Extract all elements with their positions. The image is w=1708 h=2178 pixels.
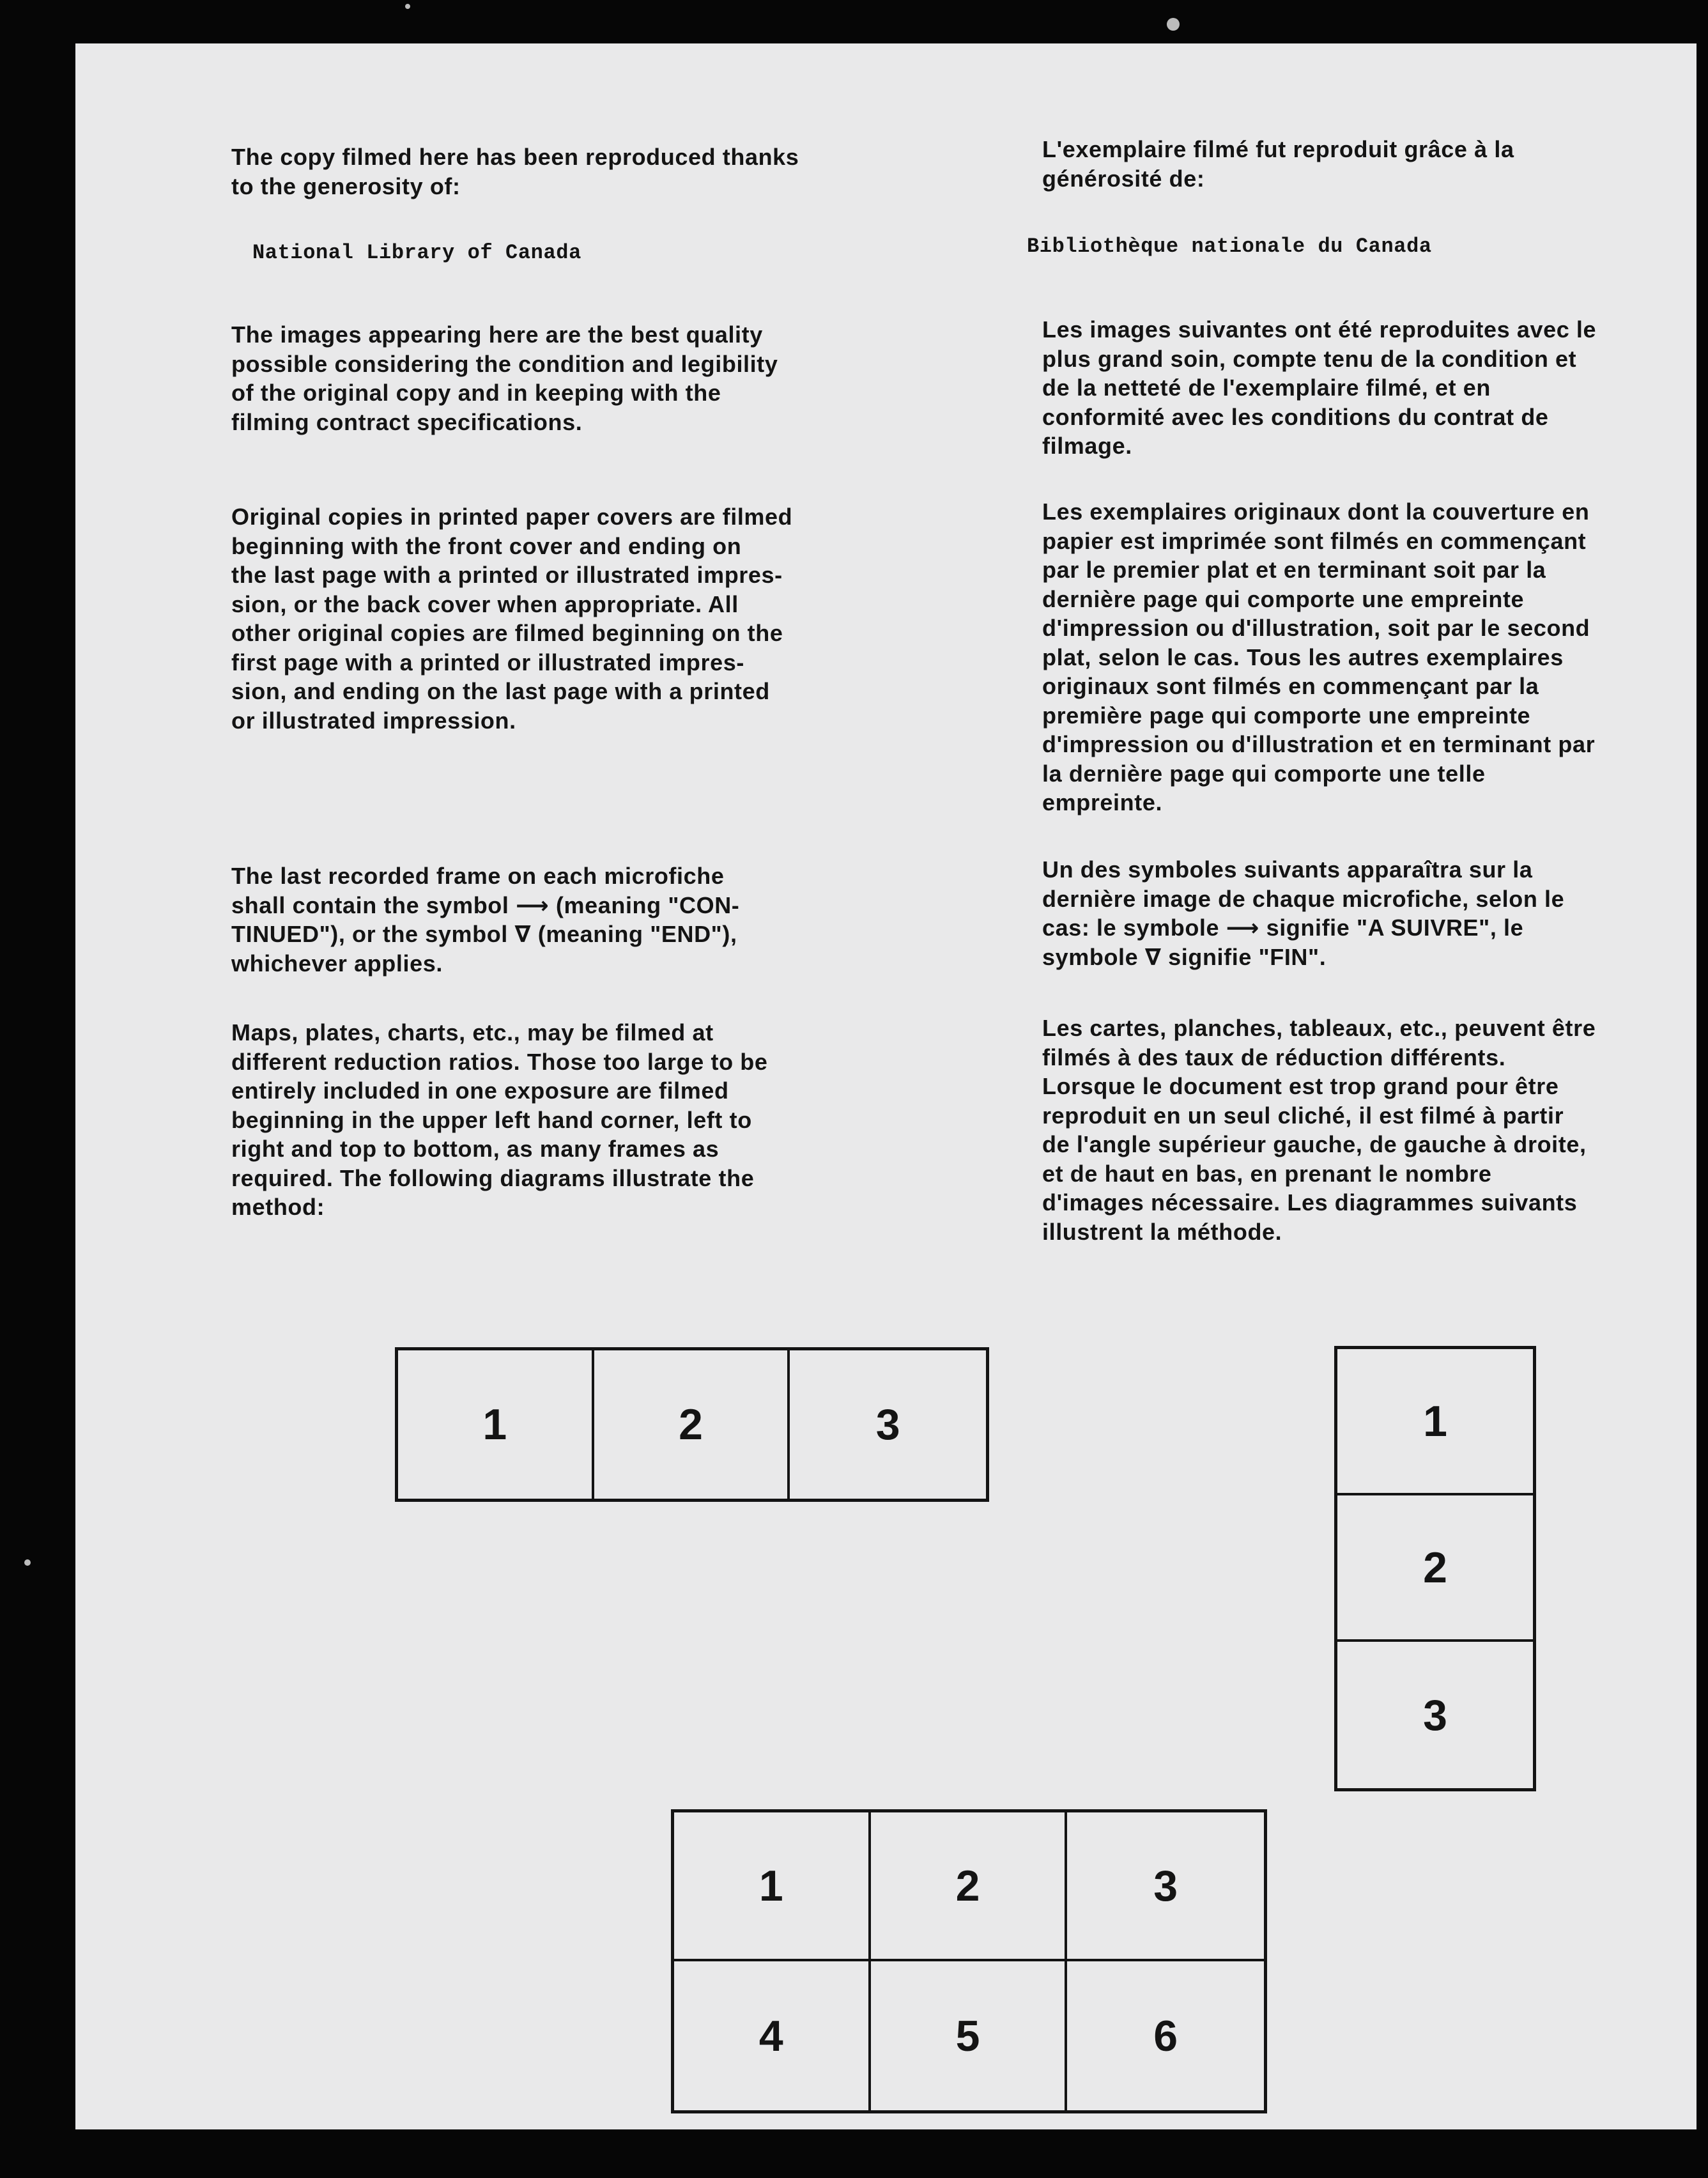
- frame-cell: 2: [594, 1350, 790, 1499]
- fr-symbols-text-a: Un des symboles suivants apparaîtra sur la dernière image de chaque microfiche, selon le cas: le symbole: [1042, 856, 1565, 941]
- en-symbols-text: [231, 861, 941, 978]
- en-paragraph-symbols: [231, 861, 941, 978]
- scan-speck: [1167, 18, 1180, 31]
- fr-paragraph-maps: [1042, 1014, 1708, 1246]
- en-paragraph-generosity: [231, 143, 941, 201]
- frame-cell: 3: [1423, 1690, 1447, 1740]
- end-triangle-icon: ∇: [1144, 943, 1162, 970]
- en-paragraph-original-copies: [231, 502, 941, 735]
- en-symbols-text-a: The last recorded frame on each microfiche shall contain the symbol: [231, 863, 725, 918]
- diagram-horizontal-three-frames: [395, 1347, 989, 1502]
- en-symbols-text-c: (meaning "END"), whichever applies.: [231, 921, 737, 977]
- fr-paragraph-symbols: [1042, 855, 1708, 971]
- fr-original-copies-text: Les exemplaires originaux dont la couverture en papier est imprimée sont filmés en commençant par le premier plat et en terminant soit par la dernière page qui comporte une empreinte d'impression ou d'illustration, soit par le second plat, selon le cas. Tous les autres exemplaires originaux sont filmés en commençant par la première page qui comporte une empreinte d'impression ou d'illustration et en terminant par la dernière page qui comporte une telle empreinte.: [1042, 498, 1596, 815]
- frame-cell: 3: [875, 1400, 900, 1449]
- frame-cell: 1: [398, 1350, 594, 1499]
- frame-cell: 2: [871, 1812, 1068, 1961]
- fr-symbols-text-b: signifie "A SUIVRE", le symbole: [1042, 915, 1524, 970]
- en-original-copies-text: Original copies in printed paper covers are filmed beginning with the front cover and ending on the last page with a printed or illustrated impres- sion, or the back cover when appropriate. All other original copies are filmed beginning on the first page with a printed or illustrated impres- sion, and ending on the last page with a printed or illustrated impression.: [231, 504, 793, 734]
- fr-generosity-text: L'exemplaire filmé fut reproduit grâce à la générosité de:: [1042, 136, 1514, 192]
- fr-library-text: Bibliothèque nationale du Canada: [1027, 235, 1432, 258]
- fr-symbols-text: [1042, 855, 1708, 971]
- continued-arrow-icon: ⟶: [516, 892, 550, 918]
- fr-library-name: [1027, 232, 1708, 261]
- fr-paragraph-original-copies: [1042, 497, 1708, 817]
- frame-cell: 2: [1337, 1495, 1533, 1642]
- diagram-vertical-three-frames: [1334, 1346, 1536, 1791]
- end-triangle-icon: ∇: [514, 921, 532, 947]
- frame-cell: 6: [1153, 2011, 1178, 2060]
- frame-cell: 3: [1067, 1812, 1264, 1961]
- frame-cell: 5: [871, 1961, 1068, 2110]
- en-quality-text: The images appearing here are the best quality possible considering the condition and legibility of the original copy and in keeping with the filming contract specifications.: [231, 321, 778, 435]
- microfiche-target-sheet: [75, 43, 1696, 2129]
- scan-speck: [24, 1559, 31, 1566]
- fr-maps-text: Les cartes, planches, tableaux, etc., peuvent être filmés à des taux de réduction différents. Lorsque le document est trop grand pour être reproduit en un seul cliché, il est filmé à partir de l'angle supérieur gauche, de gauche à droite, et de haut en bas, en prenant le nombre d'images nécessaire. Les diagrammes suivants illustrent la méthode.: [1042, 1015, 1596, 1245]
- frame-cell: 1: [674, 1812, 871, 1961]
- fr-paragraph-generosity: [1042, 135, 1708, 193]
- en-paragraph-maps: [231, 1018, 941, 1222]
- diagram-six-frame-grid: [671, 1809, 1267, 2113]
- frame-cell: 4: [674, 1961, 871, 2110]
- en-library-name: [252, 238, 962, 268]
- en-paragraph-quality: [231, 320, 941, 436]
- en-generosity-text: The copy filmed here has been reproduced thanks to the generosity of:: [231, 144, 799, 199]
- scan-speck: [405, 4, 410, 9]
- en-maps-text: Maps, plates, charts, etc., may be filmed at different reduction ratios. Those too large to be entirely included in one exposure are filmed beginning in the upper left hand corner, left to right and top to bottom, as many frames as required. The following diagrams illustrate the method:: [231, 1019, 768, 1220]
- continued-arrow-icon: ⟶: [1226, 915, 1259, 941]
- fr-quality-text: Les images suivantes ont été reproduites avec le plus grand soin, compte tenu de la condition et de la netteté de l'exemplaire filmé, et en conformité avec les conditions du contrat de filmage.: [1042, 316, 1597, 459]
- en-symbols-text-b: (meaning "CON- TINUED"), or the symbol: [231, 892, 740, 947]
- fr-paragraph-quality: [1042, 315, 1708, 461]
- en-library-text: National Library of Canada: [252, 241, 581, 265]
- frame-cell: 1: [1337, 1349, 1533, 1495]
- fr-symbols-text-c: signifie "FIN".: [1161, 943, 1327, 970]
